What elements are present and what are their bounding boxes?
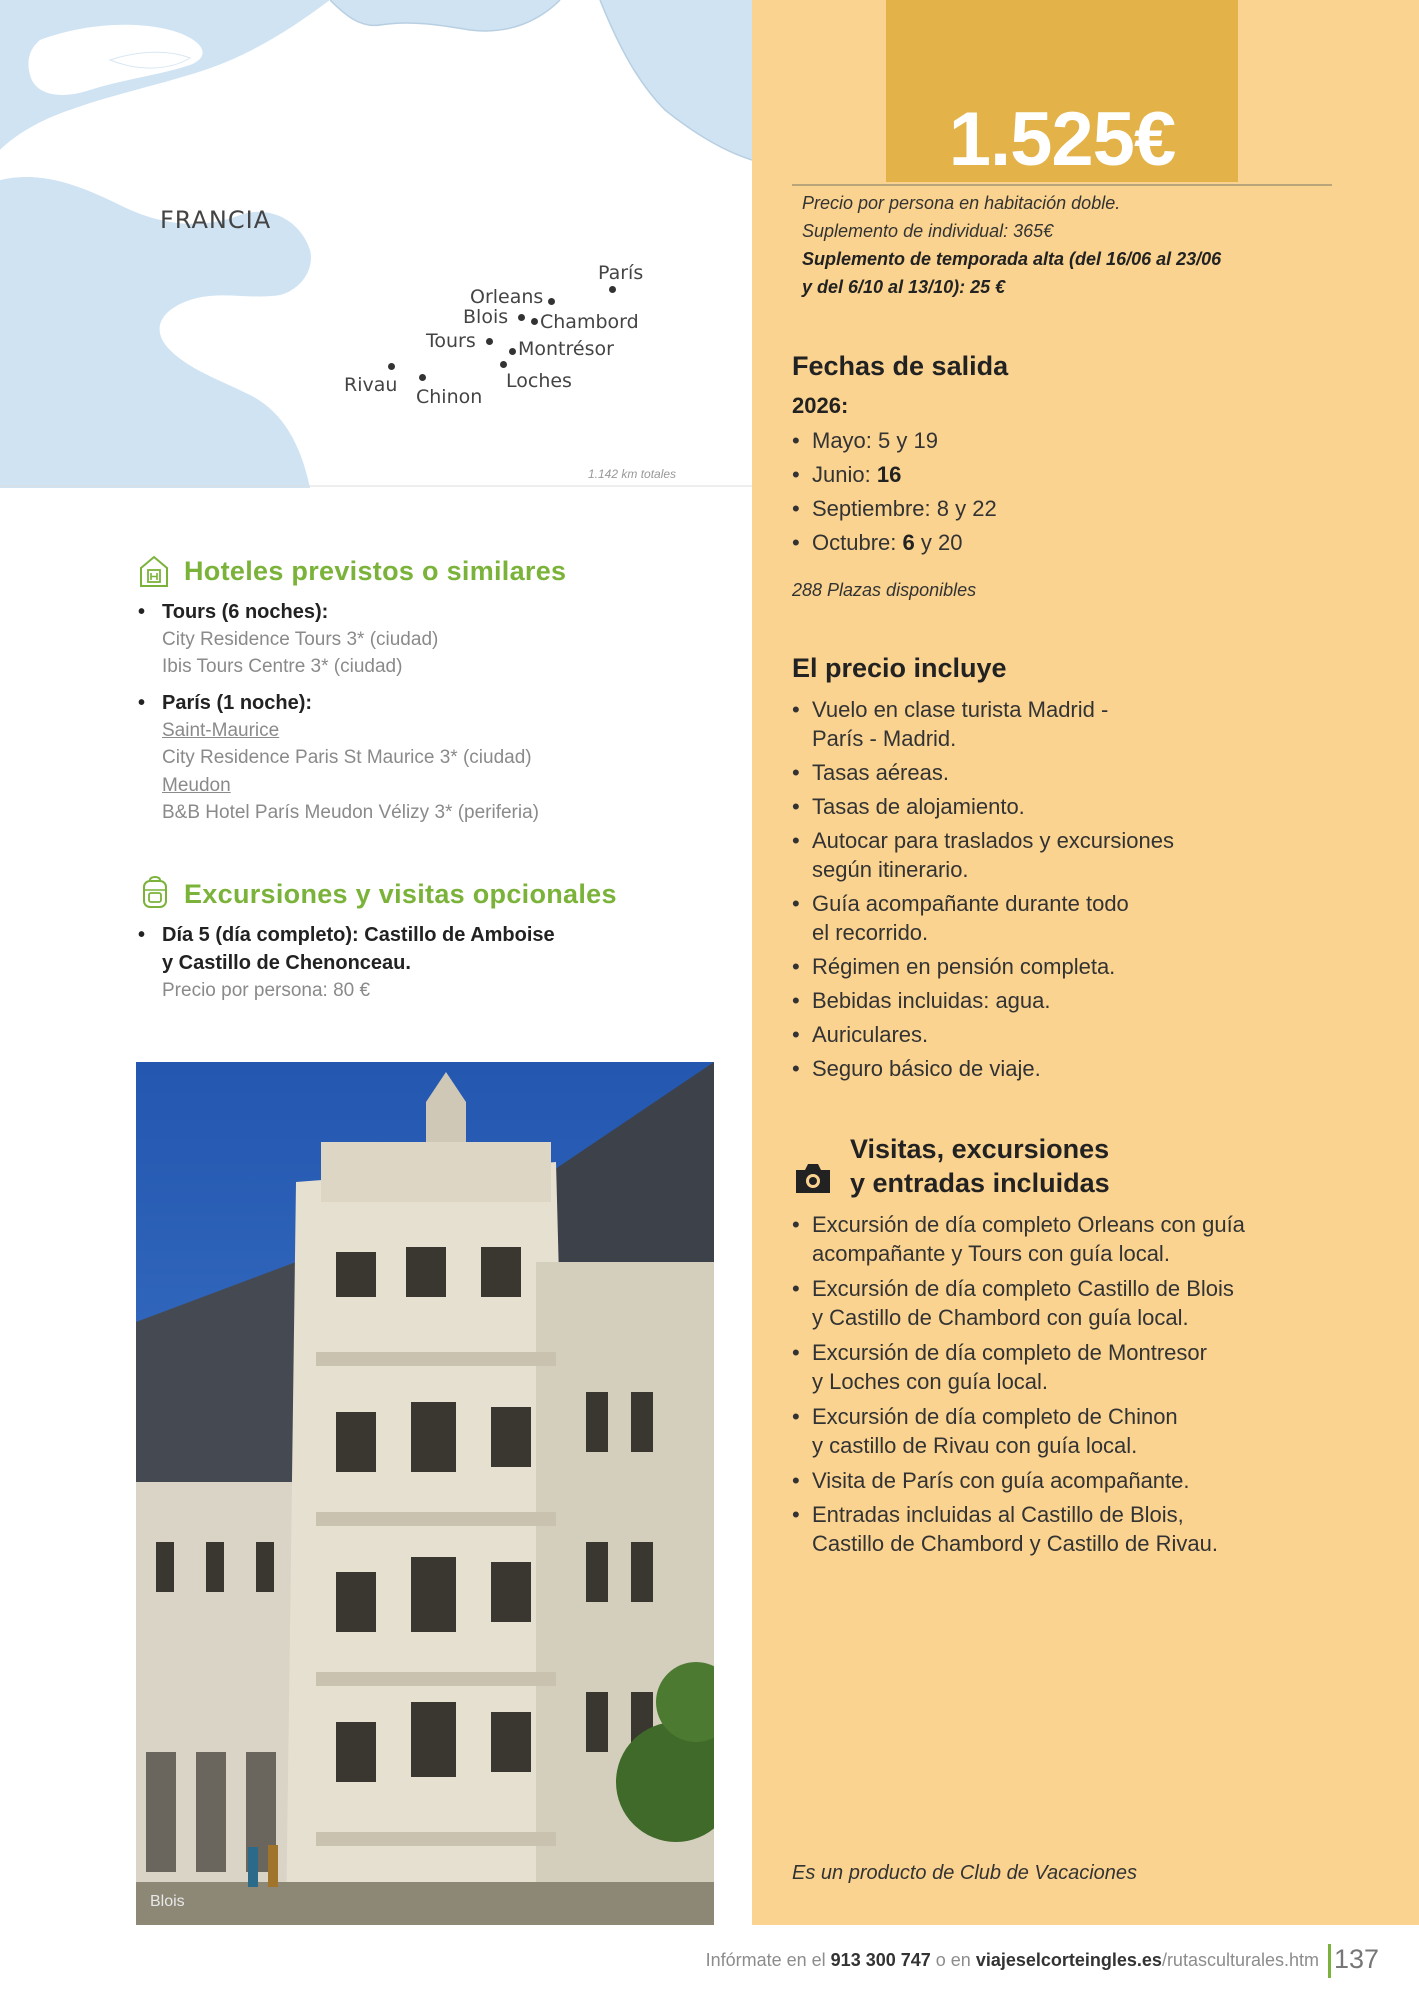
map-city-chinon: Chinon <box>416 386 483 408</box>
visit-item: • Excursión de día completo de Chinon <box>812 1404 1178 1430</box>
hotel-paris-heading: • París (1 noche): <box>162 692 312 715</box>
price-divider <box>792 184 1332 186</box>
date-month: Septiembre: <box>812 496 931 521</box>
hotel-paris-location-1: Saint-Maurice <box>162 720 280 741</box>
photo-graphic <box>136 1062 714 1925</box>
footer-contact <box>706 1950 1319 1971</box>
map-city-paris: París <box>598 262 644 284</box>
map-dot-tours <box>486 338 493 345</box>
chateau-blois-photo <box>136 1062 714 1925</box>
map-dot-chambord <box>531 318 538 325</box>
visit-item: • Excursión de día completo de Montresor <box>812 1340 1207 1366</box>
date-item-september <box>812 496 997 522</box>
hotel-paris-location-2: Meudon <box>162 775 231 796</box>
include-item: • Bebidas incluidas: agua. <box>812 988 1051 1014</box>
date-days: y 20 <box>920 530 963 555</box>
footer <box>0 1938 1419 1988</box>
map-scale-note: 1.142 km totales <box>588 467 677 481</box>
hotel-tours-heading: • Tours (6 noches): <box>162 601 328 624</box>
optional-excursion-line1: • Día 5 (día completo): Castillo de Amboise <box>162 924 555 947</box>
visit-item: • Excursión de día completo Castillo de Blois <box>812 1276 1234 1302</box>
visit-item: • Entradas incluidas al Castillo de Blois, <box>812 1502 1184 1528</box>
visit-item-cont: y Loches con guía local. <box>812 1369 1049 1394</box>
visits-title-2: y entradas incluidas <box>850 1168 1110 1198</box>
hotel-icon <box>138 554 170 588</box>
footer-path[interactable]: /rutasculturales.htm <box>1161 1950 1319 1970</box>
page-number: 137 <box>1333 1944 1379 1974</box>
footer-phone[interactable]: 913 300 747 <box>830 1950 931 1970</box>
price-note-single: Suplemento de individual: 365€ <box>802 221 1054 241</box>
footer-site-link[interactable]: viajeselcorteingles.es <box>975 1950 1162 1970</box>
visit-item-cont: y Castillo de Chambord con guía local. <box>812 1305 1189 1330</box>
include-item-cont: el recorrido. <box>812 920 929 945</box>
price-note-season: Suplemento de temporada alta (del 16/06 al 23/06 <box>802 249 1222 269</box>
include-item: • Tasas aéreas. <box>812 760 949 786</box>
map-city-rivau: Rivau <box>344 374 398 396</box>
visit-item: • Excursión de día completo Orleans con guía <box>812 1212 1245 1238</box>
map-city-chambord: Chambord <box>540 311 639 333</box>
visit-item-cont: y castillo de Rivau con guía local. <box>812 1433 1138 1458</box>
date-days-bold: 6 <box>902 530 915 555</box>
map-dot-chinon <box>419 374 426 381</box>
date-month: Mayo: <box>812 428 872 453</box>
date-item-october <box>812 530 962 556</box>
price-amount: 1.525€ <box>948 97 1176 182</box>
dates-year: 2026: <box>792 393 849 418</box>
backpack-icon <box>140 874 170 910</box>
map-dot-montresor <box>509 348 516 355</box>
includes-title: El precio incluye <box>792 653 1007 683</box>
optional-excursion-line2: y Castillo de Chenonceau. <box>162 952 411 974</box>
map-graphic <box>0 0 752 488</box>
date-days: 5 y 19 <box>878 428 938 453</box>
include-item: • Vuelo en clase turista Madrid - <box>812 697 1108 723</box>
photo-caption: Blois <box>150 1893 185 1910</box>
route-map <box>0 0 752 488</box>
include-item: • Seguro básico de viaje. <box>812 1056 1041 1082</box>
hotels-title: Hoteles previstos o similares <box>184 556 567 586</box>
hotel-paris-2: B&B Hotel París Meudon Vélizy 3* (periferia) <box>162 802 539 823</box>
date-month: Junio: <box>812 462 871 487</box>
include-item-cont: París - Madrid. <box>812 726 957 751</box>
date-days-bold: 16 <box>876 462 902 487</box>
map-city-tours: Tours <box>426 330 476 352</box>
optional-excursions-title: Excursiones y visitas opcionales <box>184 879 617 909</box>
visit-item-cont: acompañante y Tours con guía local. <box>812 1241 1170 1266</box>
map-dot-rivau <box>388 363 395 370</box>
map-dot-paris <box>609 286 616 293</box>
hotel-tours-1: City Residence Tours 3* (ciudad) <box>162 629 439 650</box>
include-item-cont: según itinerario. <box>812 857 969 882</box>
include-item: • Autocar para traslados y excursiones <box>812 828 1174 854</box>
date-days: 8 y 22 <box>936 496 997 521</box>
visit-item: • Visita de París con guía acompañante. <box>812 1468 1190 1494</box>
hotel-paris-1: City Residence Paris St Maurice 3* (ciudad) <box>162 747 532 768</box>
hotel-tours-2: Ibis Tours Centre 3* (ciudad) <box>162 656 403 677</box>
product-note: Es un producto de Club de Vacaciones <box>792 1862 1138 1884</box>
camera-icon <box>792 1160 834 1196</box>
visits-title-1: Visitas, excursiones <box>850 1134 1110 1164</box>
include-item: • Régimen en pensión completa. <box>812 954 1115 980</box>
price-note-season-2: y del 6/10 al 13/10): 25 € <box>802 277 1006 297</box>
footer-pre: Infórmate en el <box>705 1950 831 1970</box>
map-country-label: FRANCIA <box>160 206 272 234</box>
date-month: Octubre: <box>812 530 897 555</box>
map-city-montresor: Montrésor <box>518 338 614 360</box>
map-dot-orleans <box>548 298 555 305</box>
footer-mid: o en <box>930 1950 976 1970</box>
plazas-disponibles: 288 Plazas disponibles <box>792 580 977 600</box>
dates-title: Fechas de salida <box>792 351 1009 381</box>
optional-excursion-price: Precio por persona: 80 € <box>162 980 371 1001</box>
map-dot-loches <box>500 361 507 368</box>
map-dot-blois <box>518 314 525 321</box>
visit-item-cont: Castillo de Chambord y Castillo de Rivau. <box>812 1531 1218 1556</box>
date-item-may <box>812 428 938 454</box>
price-note-double: Precio por persona en habitación doble. <box>802 193 1121 213</box>
map-city-loches: Loches <box>506 370 572 392</box>
include-item: • Tasas de alojamiento. <box>812 794 1025 820</box>
footer-divider <box>1328 1944 1331 1978</box>
include-item: • Guía acompañante durante todo <box>812 891 1129 917</box>
include-item: • Auriculares. <box>812 1022 928 1048</box>
date-item-june <box>812 462 901 488</box>
map-city-blois: Blois <box>463 306 509 328</box>
map-city-orleans: Orleans <box>470 286 544 308</box>
